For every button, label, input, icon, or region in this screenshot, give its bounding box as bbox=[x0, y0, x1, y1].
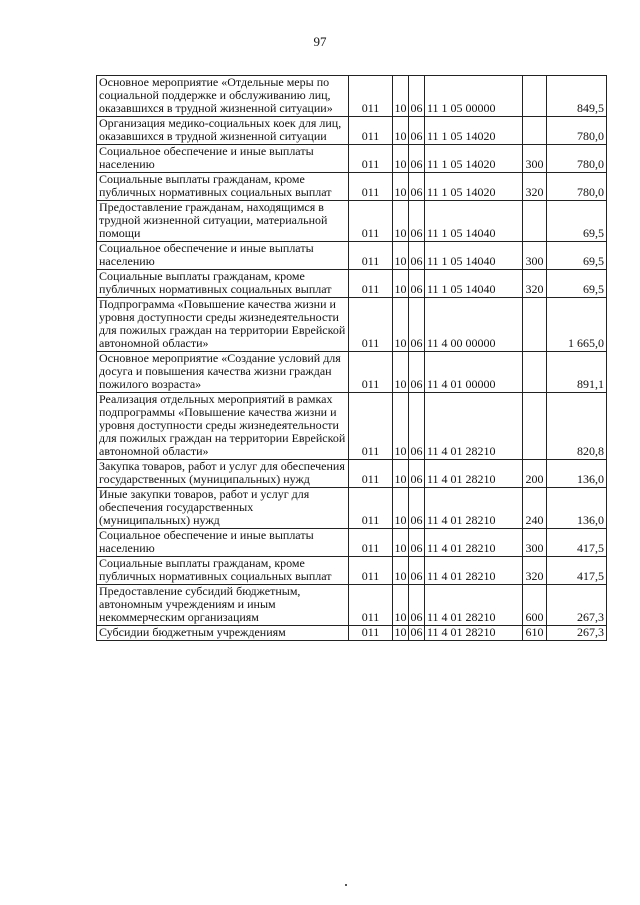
row-name: Основное мероприятие «Отдельные меры по социальной поддержке и обслуживанию лиц, оказавшихся в трудной жизненной ситуации» bbox=[97, 76, 349, 117]
row-name: Субсидии бюджетным учреждениям bbox=[97, 626, 349, 641]
target-item-code: 11 4 01 28210 bbox=[425, 393, 523, 460]
target-item-code: 11 4 01 00000 bbox=[425, 352, 523, 393]
section-code: 10 bbox=[393, 270, 409, 298]
subsection-code: 06 bbox=[409, 201, 425, 242]
budget-table bbox=[96, 75, 607, 641]
target-item-code: 11 1 05 14040 bbox=[425, 201, 523, 242]
row-name: Социальное обеспечение и иные выплаты населению bbox=[97, 145, 349, 173]
table-row bbox=[97, 488, 607, 529]
target-item-code: 11 1 05 14020 bbox=[425, 145, 523, 173]
table-row bbox=[97, 270, 607, 298]
subsection-code: 06 bbox=[409, 145, 425, 173]
scan-speck bbox=[345, 884, 347, 886]
amount: 780,0 bbox=[547, 117, 607, 145]
subsection-code: 06 bbox=[409, 460, 425, 488]
section-code: 10 bbox=[393, 585, 409, 626]
expense-type-code: 240 bbox=[523, 488, 547, 529]
target-item-code: 11 4 01 28210 bbox=[425, 529, 523, 557]
row-name: Организация медико-социальных коек для лиц, оказавшихся в трудной жизненной ситуации bbox=[97, 117, 349, 145]
ministry-code: 011 bbox=[349, 585, 393, 626]
table-row bbox=[97, 529, 607, 557]
table-row bbox=[97, 173, 607, 201]
target-item-code: 11 1 05 00000 bbox=[425, 76, 523, 117]
ministry-code: 011 bbox=[349, 529, 393, 557]
expense-type-code: 320 bbox=[523, 557, 547, 585]
expense-type-code: 610 bbox=[523, 626, 547, 641]
expense-type-code: 200 bbox=[523, 460, 547, 488]
section-code: 10 bbox=[393, 488, 409, 529]
target-item-code: 11 4 01 28210 bbox=[425, 488, 523, 529]
subsection-code: 06 bbox=[410, 625, 423, 639]
subsection-code: 06 bbox=[409, 173, 425, 201]
subsection-code: 06 bbox=[409, 270, 425, 298]
ministry-code: 011 bbox=[349, 460, 393, 488]
target-item-code: 11 4 01 28210 bbox=[425, 585, 523, 626]
table-row bbox=[97, 393, 607, 460]
target-item-code: 11 1 05 14020 bbox=[425, 117, 523, 145]
section-code: 10 bbox=[393, 557, 409, 585]
expense-type-code: 600 bbox=[523, 585, 547, 626]
ministry-code: 011 bbox=[349, 557, 393, 585]
section-code: 10 bbox=[393, 117, 409, 145]
section-code: 10 bbox=[393, 145, 409, 173]
ministry-code: 011 bbox=[349, 352, 393, 393]
expense-type-code: 300 bbox=[523, 145, 547, 173]
expense-type-code: 320 bbox=[523, 173, 547, 201]
ministry-code: 011 bbox=[349, 270, 393, 298]
ministry-code: 011 bbox=[349, 242, 393, 270]
row-name: Предоставление субсидий бюджетным, автономным учреждениям и иным некоммерческим организациям bbox=[97, 585, 349, 626]
row-name: Закупка товаров, работ и услуг для обеспечения государственных (муниципальных) нужд bbox=[97, 460, 349, 488]
subsection-code: 06 bbox=[409, 242, 425, 270]
amount: 820,8 bbox=[547, 393, 607, 460]
section-code: 10 bbox=[393, 529, 409, 557]
section-code: 10 bbox=[393, 173, 409, 201]
expense-type-code: 300 bbox=[523, 242, 547, 270]
expense-type-code: 300 bbox=[523, 529, 547, 557]
ministry-code: 011 bbox=[349, 145, 393, 173]
amount: 69,5 bbox=[547, 201, 607, 242]
amount: 417,5 bbox=[547, 529, 607, 557]
section-code: 10 bbox=[393, 201, 409, 242]
table-row bbox=[97, 626, 607, 641]
amount: 136,0 bbox=[547, 460, 607, 488]
subsection-code: 06 bbox=[409, 585, 425, 626]
table-row bbox=[97, 298, 607, 352]
page-number: 97 bbox=[313, 34, 327, 49]
expense-type-code bbox=[523, 76, 547, 117]
subsection-code: 06 bbox=[409, 529, 425, 557]
ministry-code: 011 bbox=[349, 298, 393, 352]
ministry-code: 011 bbox=[349, 76, 393, 117]
ministry-code: 011 bbox=[349, 173, 393, 201]
subsection-code: 06 bbox=[409, 298, 425, 352]
budget-table-body bbox=[97, 76, 607, 641]
row-name: Основное мероприятие «Создание условий для досуга и повышения качества жизни граждан пожилого возраста» bbox=[97, 352, 349, 393]
target-item-code: 11 1 05 14040 bbox=[425, 270, 523, 298]
subsection-code: 06 bbox=[409, 352, 425, 393]
target-item-code: 11 4 01 28210 bbox=[425, 557, 523, 585]
expense-type-code bbox=[523, 298, 547, 352]
section-code: 10 bbox=[393, 242, 409, 270]
subsection-code: 06 bbox=[409, 76, 425, 117]
target-item-code: 11 4 01 28210 bbox=[425, 626, 523, 641]
table-row bbox=[97, 585, 607, 626]
target-item-code: 11 4 00 00000 bbox=[425, 298, 523, 352]
subsection-code: 06 bbox=[409, 557, 425, 585]
expense-type-code: 320 bbox=[523, 270, 547, 298]
section-code: 10 bbox=[393, 393, 409, 460]
amount: 1 665,0 bbox=[547, 298, 607, 352]
ministry-code: 011 bbox=[349, 488, 393, 529]
section-code: 10 bbox=[393, 76, 409, 117]
expense-type-code bbox=[523, 352, 547, 393]
amount: 849,5 bbox=[547, 76, 607, 117]
row-name: Социальное обеспечение и иные выплаты населению bbox=[97, 242, 349, 270]
table-row bbox=[97, 460, 607, 488]
ministry-code: 011 bbox=[349, 117, 393, 145]
target-item-code: 11 1 05 14020 bbox=[425, 173, 523, 201]
row-name: Предоставление гражданам, находящимся в трудной жизненной ситуации, материальной помощи bbox=[97, 201, 349, 242]
row-name: Социальные выплаты гражданам, кроме публичных нормативных социальных выплат bbox=[97, 557, 349, 585]
amount: 780,0 bbox=[547, 173, 607, 201]
amount: 136,0 bbox=[547, 488, 607, 529]
table-row bbox=[97, 201, 607, 242]
target-item-code: 11 4 01 28210 bbox=[425, 460, 523, 488]
subsection-code: 06 bbox=[409, 117, 425, 145]
expense-type-code bbox=[523, 117, 547, 145]
row-name: Социальное обеспечение и иные выплаты населению bbox=[97, 529, 349, 557]
table-row bbox=[97, 557, 607, 585]
subsection-code: 06 bbox=[409, 393, 425, 460]
ministry-code: 011 bbox=[349, 626, 393, 641]
table-row bbox=[97, 242, 607, 270]
row-name: Социальные выплаты гражданам, кроме публичных нормативных социальных выплат bbox=[97, 173, 349, 201]
amount: 69,5 bbox=[547, 242, 607, 270]
row-name: Подпрограмма «Повышение качества жизни и уровня доступности среды жизнедеятельности для пожилых граждан на территории Еврейской автономной области» bbox=[97, 298, 349, 352]
amount: 780,0 bbox=[547, 145, 607, 173]
table-row bbox=[97, 145, 607, 173]
ministry-code: 011 bbox=[349, 393, 393, 460]
row-name: Реализация отдельных мероприятий в рамках подпрограммы «Повышение качества жизни и уровня доступности среды жизнедеятельности для пожилых граждан на территории Еврейской автономной области» bbox=[97, 393, 349, 460]
amount: 267,3 bbox=[547, 626, 607, 641]
expense-type-code bbox=[523, 201, 547, 242]
section-code: 10 bbox=[394, 625, 407, 639]
amount: 267,3 bbox=[547, 585, 607, 626]
expense-type-code bbox=[523, 393, 547, 460]
table-row bbox=[97, 76, 607, 117]
section-code: 10 bbox=[393, 352, 409, 393]
subsection-code: 06 bbox=[409, 488, 425, 529]
amount: 891,1 bbox=[547, 352, 607, 393]
section-code: 10 bbox=[393, 298, 409, 352]
row-name: Социальные выплаты гражданам, кроме публичных нормативных социальных выплат bbox=[97, 270, 349, 298]
table-row bbox=[97, 117, 607, 145]
target-item-code: 11 1 05 14040 bbox=[425, 242, 523, 270]
section-code: 10 bbox=[393, 460, 409, 488]
amount: 417,5 bbox=[547, 557, 607, 585]
table-row bbox=[97, 352, 607, 393]
amount: 69,5 bbox=[547, 270, 607, 298]
row-name: Иные закупки товаров, работ и услуг для обеспечения государственных (муниципальных) нужд bbox=[97, 488, 349, 529]
ministry-code: 011 bbox=[349, 201, 393, 242]
